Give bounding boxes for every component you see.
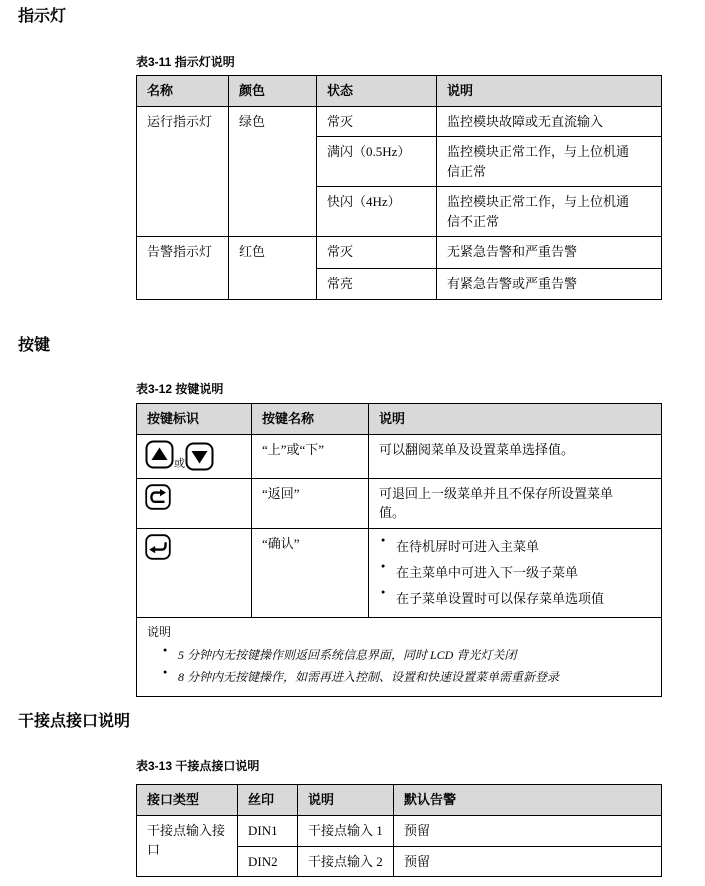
- column-header-state: 状态: [317, 76, 437, 107]
- keys-table: [136, 403, 662, 697]
- cell-alarm-indicator: 告警指示灯: [137, 237, 229, 300]
- cell-desc: 无紧急告警和严重告警: [437, 237, 662, 269]
- bullet-item: ● 8 分钟内无按键操作，如需再进入控制、设置和快速设置菜单需重新登录: [161, 666, 651, 688]
- table-row: [137, 815, 662, 846]
- cell-key-enter: [137, 528, 252, 617]
- column-header-key-name: 按键名称: [252, 404, 369, 435]
- cell-alarm: 预留: [394, 846, 662, 877]
- down-arrow-key-icon: [185, 440, 214, 471]
- cell-alarm: 预留: [394, 815, 662, 846]
- column-header-desc: 说明: [298, 785, 394, 816]
- cell-run-indicator: 运行指示灯: [137, 106, 229, 237]
- bullet-item: ● 在主菜单中可进入下一级子菜单: [379, 560, 651, 586]
- or-text: 或: [174, 457, 185, 470]
- enter-key-icon: [145, 534, 243, 560]
- cell-run-color: 绿色: [229, 106, 317, 237]
- column-header-desc: 说明: [437, 76, 662, 107]
- up-arrow-key-icon: [145, 440, 174, 469]
- section-heading-keys: 按键: [18, 337, 51, 354]
- column-header-name: 名称: [137, 76, 229, 107]
- cell-if-type: 干接点输入接口: [137, 815, 238, 877]
- column-header-silk: 丝印: [238, 785, 298, 816]
- indicator-table: [136, 75, 662, 300]
- cell-state: 常灭: [317, 237, 437, 269]
- cell-alarm-color: 红色: [229, 237, 317, 300]
- table-caption-3-13: 表3-13 干接点接口说明: [136, 759, 260, 773]
- column-header-if-type: 接口类型: [137, 785, 238, 816]
- column-header-alarm: 默认告警: [394, 785, 662, 816]
- cell-key-name: “确认”: [252, 528, 369, 617]
- bullet-item: ● 在待机屏时可进入主菜单: [379, 534, 651, 560]
- cell-desc: 监控模块故障或无直流输入: [437, 106, 662, 137]
- cell-state: 常亮: [317, 269, 437, 300]
- cell-key-name: “上”或“下”: [252, 434, 369, 478]
- bullet-item: ● 5 分钟内无按键操作则返回系统信息界面，同时 LCD 背光灯关闭: [161, 644, 651, 666]
- cell-state: 常灭: [317, 106, 437, 137]
- return-key-icon: [145, 484, 243, 510]
- cell-key-desc: 可以翻阅菜单及设置菜单选择值。: [369, 434, 662, 478]
- table-row: [137, 528, 662, 617]
- section-heading-indicator: 指示灯: [18, 8, 67, 25]
- note-bullet-list: [161, 644, 651, 688]
- note-label: 说明: [147, 624, 172, 639]
- dry-contact-table: [136, 784, 662, 877]
- cell-desc: 监控模块正常工作，与上位机通信不正常: [437, 187, 662, 237]
- cell-key-back: [137, 478, 252, 528]
- cell-desc: 干接点输入 1: [298, 815, 394, 846]
- cell-desc: 干接点输入 2: [298, 846, 394, 877]
- table-row: [137, 434, 662, 478]
- cell-key-desc: [369, 528, 662, 617]
- bullet-item: ● 在子菜单设置时可以保存菜单选项值: [379, 586, 651, 612]
- table-row: [137, 617, 662, 696]
- table-row: [137, 106, 662, 137]
- note-cell: [137, 617, 662, 696]
- column-header-key-id: 按键标识: [137, 404, 252, 435]
- table-row: [137, 478, 662, 528]
- cell-silk: DIN1: [238, 815, 298, 846]
- cell-state: 快闪（4Hz）: [317, 187, 437, 237]
- column-header-key-desc: 说明: [369, 404, 662, 435]
- table-caption-3-11: 表3-11 指示灯说明: [136, 55, 235, 69]
- confirm-bullet-list: [379, 534, 651, 612]
- cell-desc: 有紧急告警或严重告警: [437, 269, 662, 300]
- table-caption-3-12: 表3-12 按键说明: [136, 382, 224, 396]
- cell-key-updown: [137, 434, 252, 478]
- cell-key-name: “返回”: [252, 478, 369, 528]
- cell-key-desc: 可退回上一级菜单并且不保存所设置菜单值。: [369, 478, 662, 528]
- cell-state: 满闪（0.5Hz）: [317, 137, 437, 187]
- table-row: [137, 237, 662, 269]
- cell-desc: 监控模块正常工作，与上位机通信正常: [437, 137, 662, 187]
- column-header-color: 颜色: [229, 76, 317, 107]
- cell-silk: DIN2: [238, 846, 298, 877]
- section-heading-dry-contact: 干接点接口说明: [18, 713, 131, 730]
